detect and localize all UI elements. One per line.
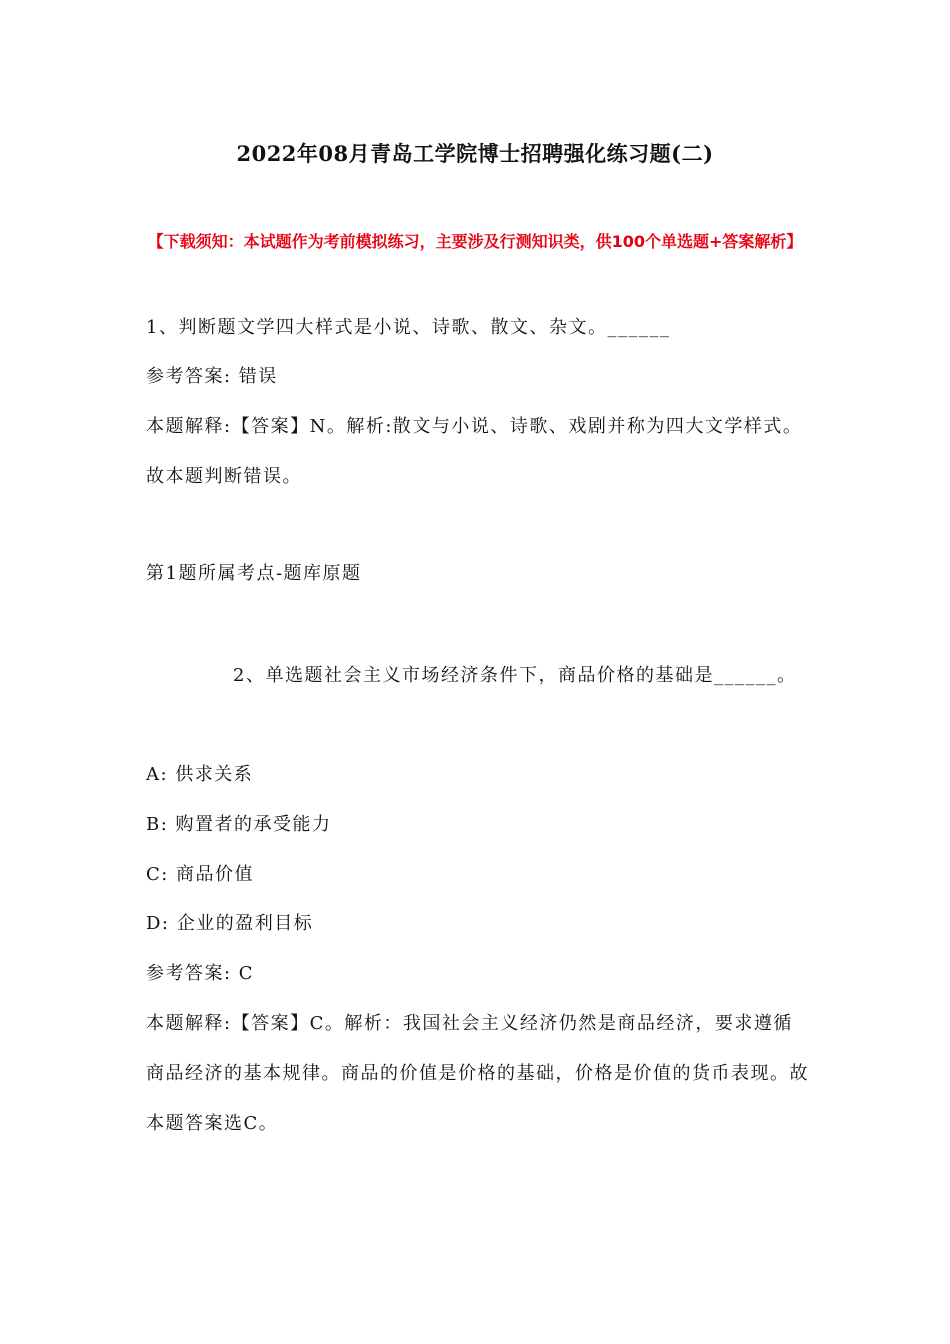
question-2-option-b: B: 购置者的承受能力 (146, 814, 332, 835)
question-2-option-a: A: 供求关系 (146, 764, 254, 785)
question-1-explanation: 本题解释:【答案】N。解析:散文与小说、诗歌、戏剧并称为四大文学样式。故本题判断错误。 (146, 416, 803, 487)
question-1-answer: 参考答案: 错误 (146, 366, 278, 387)
question-1-stem: 1、判断题文学四大样式是小说、诗歌、散文、杂文。______ (146, 317, 671, 338)
question-1-point: 第1题所属考点-题库原题 (146, 563, 362, 584)
document-title: 2022年08月青岛工学院博士招聘强化练习题(二) (236, 141, 714, 166)
download-notice: 【下载须知：本试题作为考前模拟练习，主要涉及行测知识类，供100个单选题+答案解析】 (147, 232, 803, 251)
question-2-stem: 2、单选题社会主义市场经济条件下，商品价格的基础是______。 (233, 665, 797, 686)
question-2-option-c: C: 商品价值 (146, 864, 255, 885)
question-2-option-d: D: 企业的盈利目标 (146, 913, 314, 934)
question-2-answer: 参考答案: C (146, 963, 255, 984)
question-2-explanation: 本题解释:【答案】C。解析：我国社会主义经济仍然是商品经济，要求遵循商品经济的基本规律。商品的价值是价格的基础，价格是价值的货币表现。故本题答案选C。 (146, 1013, 809, 1134)
